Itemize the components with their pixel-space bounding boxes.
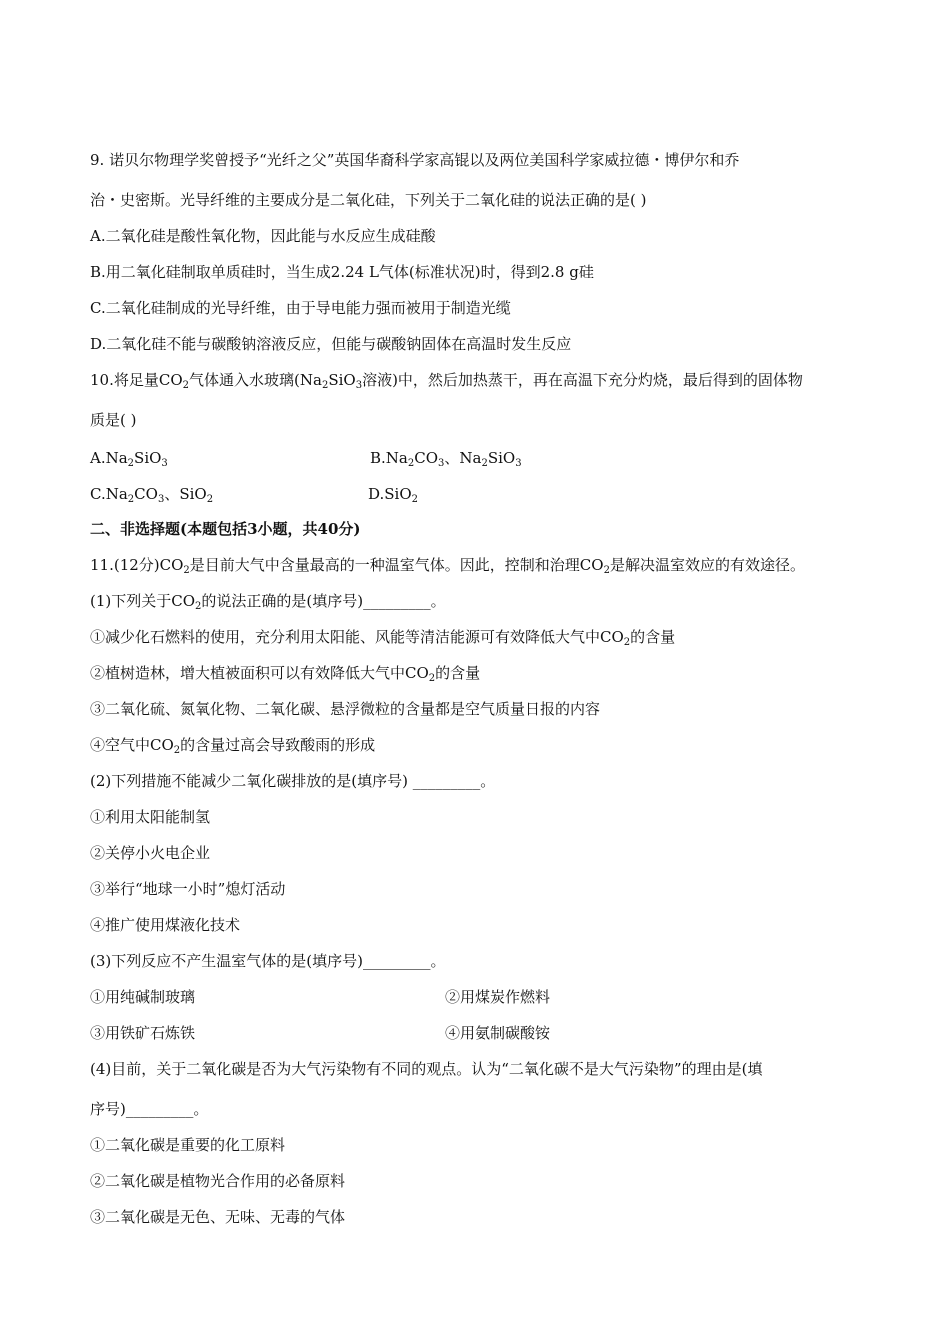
q11-part1-opt2: ②植树造林，增大植被面积可以有效降低大气中$CO_2$的含量 bbox=[90, 664, 481, 684]
q11-part4-opt1: ①二氧化碳是重要的化工原料 bbox=[90, 1136, 286, 1154]
q11-part1: (1)下列关于$CO_2$的说法正确的是(填序号)_________。 bbox=[90, 592, 446, 612]
q10-option-c: $C.Na_2CO_3$、SiO$_2$ bbox=[90, 485, 214, 505]
q10-line2: 质是( ) bbox=[90, 411, 137, 429]
q11-part2-opt3: ③举行“地球一小时”熄灯活动 bbox=[90, 880, 286, 898]
q11-part2-opt2: ②关停小火电企业 bbox=[90, 844, 211, 862]
q11-part1-opt1: ①减少化石燃料的使用，充分利用太阳能、风能等清洁能源可有效降低大气中$CO_2$的含量 bbox=[90, 628, 676, 648]
q11-part2: (2)下列措施不能减少二氧化碳排放的是(填序号) _________。 bbox=[90, 772, 496, 790]
q9-option-c: C.二氧化硅制成的光导纤维，由于导电能力强而被用于制造光缆 bbox=[90, 299, 511, 317]
q11-part2-opt1: ①利用太阳能制氢 bbox=[90, 808, 211, 826]
section-heading: 二、非选择题(本题包括3小题，共40分) bbox=[90, 520, 361, 538]
q10-option-b: $B.Na_2CO_3$、$Na_2SiO_3$ bbox=[370, 449, 522, 469]
q11-part3-opt3: ③用铁矿石炼铁 bbox=[90, 1024, 196, 1042]
q10-option-a: $A.Na_2SiO_3$ bbox=[90, 449, 168, 469]
q9-line2: 治・史密斯。光导纤维的主要成分是二氧化硅，下列关于二氧化硅的说法正确的是( ) bbox=[90, 191, 647, 209]
q11-part1-opt4: ④空气中$CO_2$的含量过高会导致酸雨的形成 bbox=[90, 736, 376, 756]
q11-part3-opt2: ②用煤炭作燃料 bbox=[445, 988, 551, 1006]
q11-part4-line1: (4)目前，关于二氧化碳是否为大气污染物有不同的观点。认为“二氧化碳不是大气污染物”的理由是(填 bbox=[90, 1060, 763, 1078]
q11-part1-opt3: ③二氧化硫、氮氧化物、二氧化碳、悬浮微粒的含量都是空气质量日报的内容 bbox=[90, 700, 601, 718]
q9-option-a: A.二氧化硅是酸性氧化物，因此能与水反应生成硅酸 bbox=[90, 227, 436, 245]
q11-part3-opt1: ①用纯碱制玻璃 bbox=[90, 988, 196, 1006]
q9-line1: 9. 诺贝尔物理学奖曾授予“光纤之父”英国华裔科学家高锟以及两位美国科学家威拉德・博伊尔和乔 bbox=[90, 151, 740, 169]
q11-part2-opt4: ④推广使用煤液化技术 bbox=[90, 916, 241, 934]
q11-part4-line2: 序号)_________。 bbox=[90, 1100, 209, 1118]
q11-part4-opt2: ②二氧化碳是植物光合作用的必备原料 bbox=[90, 1172, 346, 1190]
q11-part4-opt3: ③二氧化碳是无色、无味、无毒的气体 bbox=[90, 1208, 346, 1226]
q10-line1: 10.将足量$CO_2$气体通入水玻璃($Na_2SiO_3$溶液)中，然后加热蒸干，再在高温下充分灼烧，最后得到的固体物 bbox=[90, 371, 803, 391]
q9-option-d: D.二氧化硅不能与碳酸钠溶液反应，但能与碳酸钠固体在高温时发生反应 bbox=[90, 335, 572, 353]
q11-part3-opt4: ④用氨制碳酸铵 bbox=[445, 1024, 551, 1042]
q10-option-d: D.SiO$_2$ bbox=[368, 485, 419, 505]
q11-intro: 11.(12分)$CO_2$是目前大气中含量最高的一种温室气体。因此，控制和治理$CO_2$是解决温室效应的有效途径。 bbox=[90, 556, 805, 576]
q11-part3: (3)下列反应不产生温室气体的是(填序号)_________。 bbox=[90, 952, 446, 970]
q9-option-b: B.用二氧化硅制取单质硅时，当生成2.24 L气体(标准状况)时，得到2.8 g硅 bbox=[90, 263, 594, 281]
